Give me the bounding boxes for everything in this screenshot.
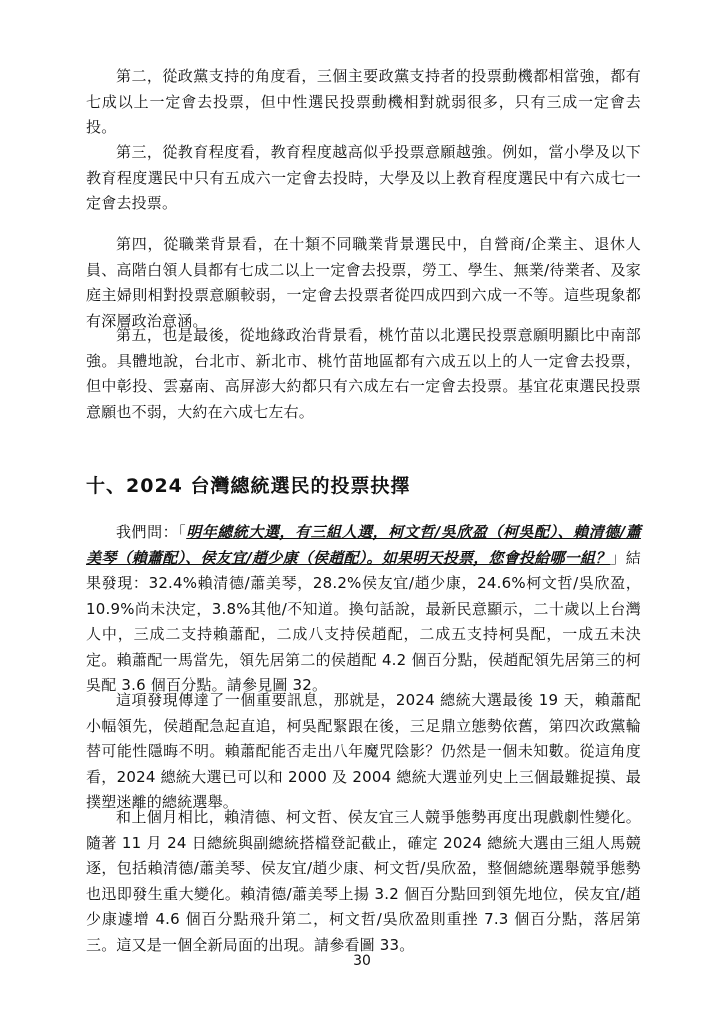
paragraph-survey-question [86, 520, 641, 699]
paragraph-occupation: 第四，從職業背景看，在十類不同職業背景選民中，自營商/企業主、退休人員、高階白領人員都有七成二以上一定會去投票，勞工、學生、無業/待業者、及家庭主婦則相對投票意願較弱，一定會去投票者從四成四到六成一不等。這些現象都有深層政治意涵。 [86, 235, 641, 330]
paragraph-education: 第三，從教育程度看，教育程度越高似乎投票意願越強。例如，當小學及以下教育程度選民中只有五成六一定會去投時，大學及以上教育程度選民中有六成七一定會去投票。 [86, 143, 641, 212]
paragraph-monthly-comparison: 和上個月相比，賴清德、柯文哲、侯友宜三人競爭態勢再度出現戲劇性變化。隨著 11 月 24 日總統與副總統搭檔登記截止，確定 2024 總統大選由三組人馬競逐，包括賴清德/蕭美琴、侯友宜/趙少康、柯文哲/吳欣盈，整個總統選舉競爭態勢也迅即發生重大變化。賴清德/蕭美琴上揚 3.2 個百分點回到領先地位，侯友宜/趙少康遽增 4.6 個百分點飛升第二，柯文哲/吳欣盈則重挫 7.3 個百分點，落居第三。這又是一個全新局面的出現。請參看圖 33。 [86, 808, 641, 954]
question-result: 」結果發現：32.4%賴清德/蕭美琴，28.2%侯友宜/趙少康，24.6%柯文哲/吳欣盈，10.9%尚未決定，3.8%其他/不知道。換句話說，最新民意顯示，二十歲以上台灣人中，三成二支持賴蕭配，二成八支持侯趙配，二成五支持柯吳配，一成五未決定。賴蕭配一馬當先，領先居第二的侯趙配 4.2 個百分點，侯趙配領先居第三的柯吳配 3.6 個百分點。請參見圖 32。 [86, 548, 641, 694]
paragraph-key-message: 這項發現傳達了一個重要訊息，那就是，2024 總統大選最後 19 天，賴蕭配小幅領先，侯趙配急起直追，柯吳配緊跟在後，三足鼎立態勢依舊，第四次政黨輪替可能性隱晦不明。賴蕭配能否走出八年魔咒陰影？仍然是一個未知數。從這角度看，2024 總統大選已可以和 2000 及 2004 總統大選並列史上三個最難捉摸、最撲塑迷離的總統選舉。 [86, 691, 641, 811]
paragraph-geography: 第五，也是最後，從地緣政治背景看，桃竹苗以北選民投票意願明顯比中南部強。具體地說，台北市、新北市、桃竹苗地區都有六成五以上的人一定會去投票，但中彰投、雲嘉南、高屏澎大約都只有六成左右一定會去投票。基宜花東選民投票意願也不弱，大約在六成七左右。 [86, 326, 641, 421]
page-number: 30 [353, 953, 371, 969]
section-heading: 十、2024 台灣總統選民的投票抉擇 [86, 475, 411, 497]
question-text: 明年總統大選，有三組人選，柯文哲/吳欣盈（柯吳配）、賴清德/蕭美琴（賴蕭配）、侯友宜/趙少康（侯趙配）。如果明天投票，您會投給哪一組？ [86, 523, 641, 567]
paragraph-party-support: 第二，從政黨支持的角度看，三個主要政黨支持者的投票動機都相當強，都有七成以上一定會去投票，但中性選民投票動機相對就弱很多，只有三成一定會去投。 [86, 67, 641, 136]
question-prefix: 我們問：「 [116, 523, 187, 541]
